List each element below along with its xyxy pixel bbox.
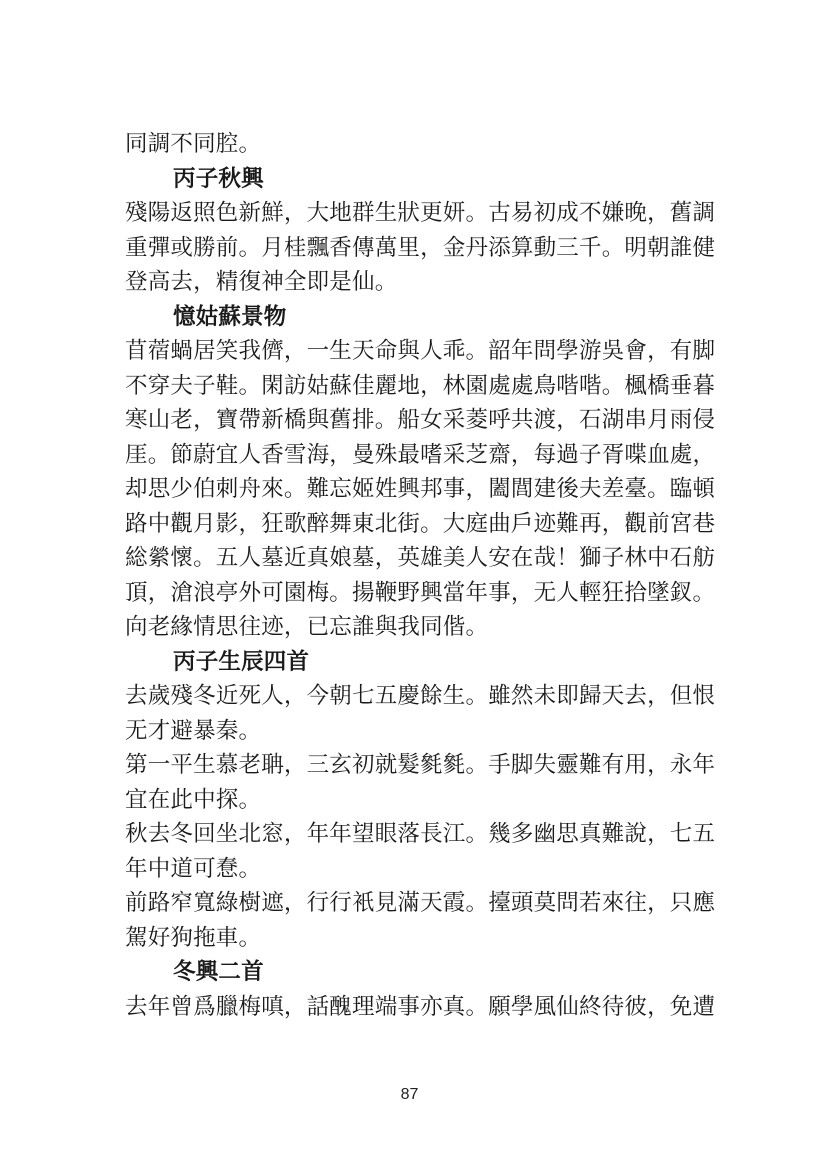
text-line: 年中道可惷。 [125, 855, 262, 882]
text-line: 苜蓿蝸居笑我儕，一生天命與人乖。韶年問學游吳會，有脚 [125, 338, 716, 364]
text-line: 向老緣情思往迹，已忘誰與我同偕。 [125, 614, 489, 640]
text-line: 駕好狗拖車。 [125, 924, 262, 951]
text-line: 却思少伯刺舟來。難忘姬姓興邦事，闔閭建後夫差臺。臨頓 [125, 476, 716, 502]
text-line: 寒山老，寶帶新橋與舊排。船女采菱呼共渡，石湖串月雨侵 [125, 407, 716, 433]
text-line: 同調不同腔。 [125, 131, 262, 157]
page-body [125, 127, 725, 1024]
text-line: 路中觀月影，狂歌醉舞東北街。大庭曲戶迹難再，觀前宮巷 [125, 510, 716, 537]
text-line: 登高去，精復神全即是仙。 [125, 269, 398, 295]
text-line: 不穿夫子鞋。閑訪姑蘇佳麗地，林園處處鳥喈喈。楓橋垂暮 [125, 372, 716, 399]
text-line: 厓。節蔚宜人香雪海，曼殊最嗜采芝齋，每過子胥喋血處， [125, 441, 716, 468]
text-line: 前路窄寬綠樹遮，行行衹見滿天霞。擡頭莫問若來往，只應 [125, 890, 716, 916]
text-line: 秋去冬回坐北窓，年年望眼落長江。幾多幽思真難說，七五 [125, 821, 716, 847]
poem-title: 丙子生辰四首 [173, 648, 310, 675]
text-line: 第一平生慕老聃，三玄初就髮毿毿。手脚失靈難有用，永年 [125, 752, 716, 778]
text-line: 宜在此中探。 [125, 786, 262, 813]
text-line: 総縈懷。五人墓近真娘墓，英雄美人安在哉！獅子林中石舫 [125, 545, 716, 571]
text-line: 去年曾爲臘梅嗔，話醜理端事亦真。願學風仙終待彼，免遭 [125, 993, 716, 1020]
poem-title: 丙子秋興 [173, 165, 264, 192]
text-line: 殘陽返照色新鮮，大地群生狀更妍。古易初成不嫌晚，舊調 [125, 200, 716, 226]
page-number: 87 [400, 1086, 419, 1103]
text-line: 重彈或勝前。月桂飄香傳萬里，金丹添算動三千。明朝誰健 [125, 234, 716, 261]
text-line: 去歲殘冬近死人，今朝七五慶餘生。雖然未即歸天去，但恨 [125, 683, 716, 709]
poem-title: 冬興二首 [173, 959, 264, 985]
text-line: 頂，滄浪亭外可園梅。揚鞭野興當年事，无人輕狂拾墜釵。 [125, 579, 716, 606]
text-line: 无才避暴秦。 [125, 717, 262, 744]
poem-title: 憶姑蘇景物 [173, 303, 287, 330]
